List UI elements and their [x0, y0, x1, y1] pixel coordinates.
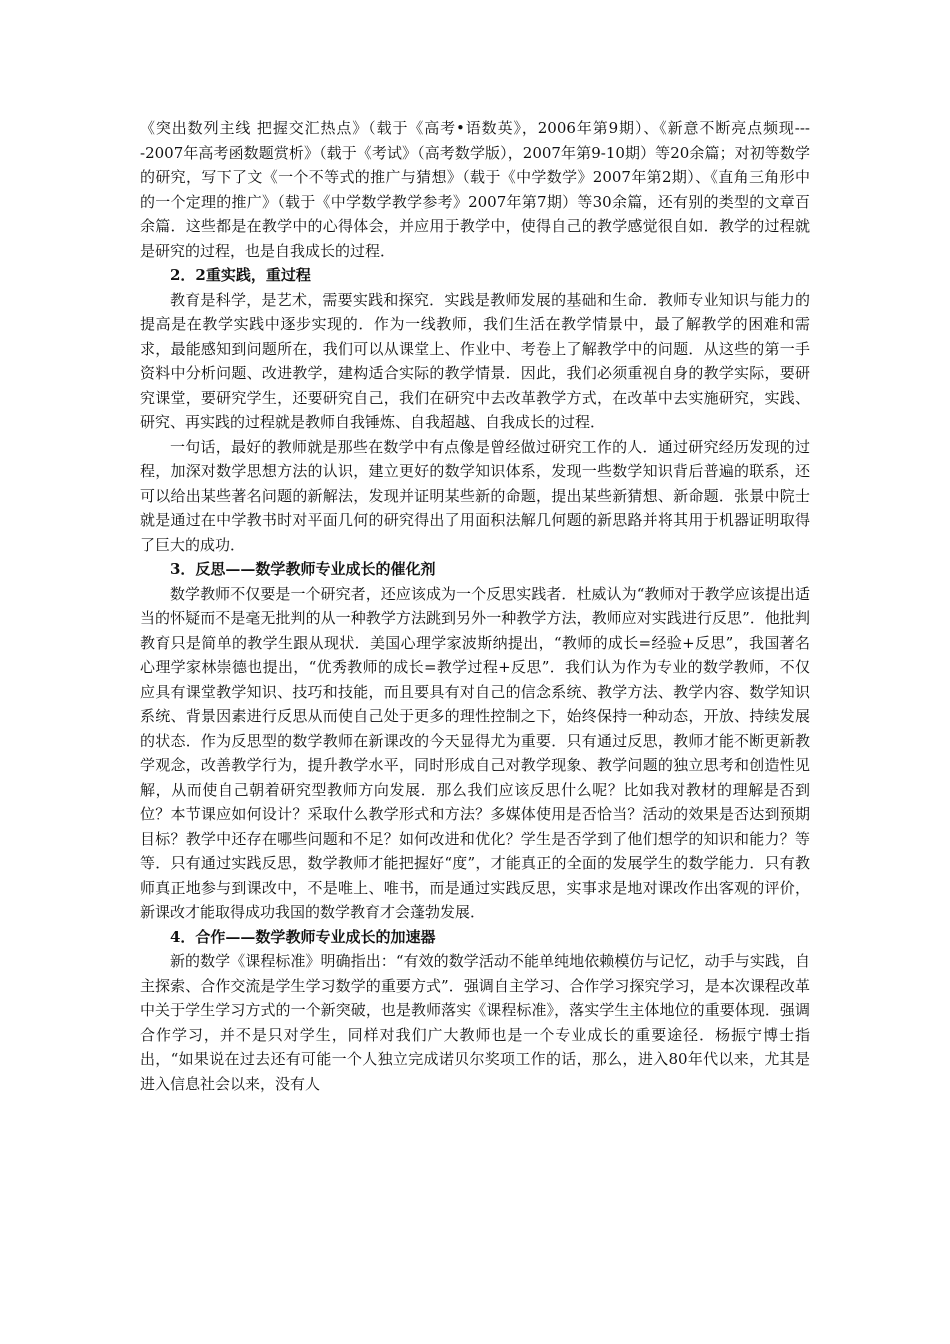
paragraph-cooperation: 新的数学《课程标准》明确指出：“有效的数学活动不能单纯地依赖模仿与记忆，动手与实践，自主探索、合作交流是学生学习数学的重要方式”．强调自主学习、合作学习探究学习，是本次课程改革中关于学生学习方式的一个新突破，也是教师落实《课程标准》，落实学生主体地位的重要体现．强调合作学习，并不是只对学生，同样对我们广大教师也是一个专业成长的重要途径．杨振宁博士指出，“如果说在过去还有可能一个人独立完成诺贝尔奖项工作的话，那么，进入80年代以来，尤其是进入信息社会以来，没有人 — [140, 952, 810, 1093]
paragraph-publications: 《突出数列主线 把握交汇热点》（载于《高考•语数英》，2006年第9期）、《新意不断亮点频现----2007年高考函数题赏析》（载于《考试》（高考数学版），2007年第9-10期）等20余篇；对初等数学的研究，写下了文《一个不等式的推广与猜想》（载于《中学数学》2007年第2期）、《直角三角形中的一个定理的推广》（载于《中学数学教学参考》2007年第7期）等30余篇，还有别的类型的文章百余篇．这些都是在教学中的心得体会，并应用于教学中，使得自己的教学感觉很自如．教学的过程就是研究的过程，也是自我成长的过程． — [140, 119, 810, 260]
paragraph-best-teacher: 一句话，最好的教师就是那些在数学中有点像是曾经做过研究工作的人．通过研究经历发现的过程，加深对数学思想方法的认识，建立更好的数学知识体系，发现一些数学知识背后普遍的联系，还可以给出某些著名问题的新解法，发现并证明某些新的命题，提出某些新猜想、新命题．张景中院士就是通过在中学教书时对平面几何的研究得出了用面积法解几何题的新思路并将其用于机器证明取得了巨大的成功． — [140, 437, 810, 554]
paragraph-practice: 教育是科学，是艺术，需要实践和探究．实践是教师发展的基础和生命．教师专业知识与能力的提高是在教学实践中逐步实现的．作为一线教师，我们生活在教学情景中，最了解教学的困难和需求，最能感知到问题所在，我们可以从课堂上、作业中、考卷上了解教学中的问题．从这些的第一手资料中分析问题、改进教学，建构适合实际的教学情景．因此，我们必须重视自身的教学实际，要研究课堂，要研究学生，还要研究自己，我们在研究中去改革教学方式，在改革中去实施研究，实践、研究、再实践的过程就是教师自我锤炼、自我超越、自我成长的过程． — [140, 290, 810, 431]
section-heading-4: 4．合作——数学教师专业成长的加速器 — [170, 927, 436, 946]
document-page — [140, 116, 810, 1096]
section-heading-3: 3．反思——数学教师专业成长的催化剂 — [170, 560, 436, 578]
section-heading-2-2: 2．2重实践，重过程 — [170, 266, 311, 284]
paragraph-reflection: 数学教师不仅要是一个研究者，还应该成为一个反思实践者．杜威认为“教师对于教学应该提出适当的怀疑而不是毫无批判的从一种教学方法跳到另外一种教学方法，教师应对实践进行反思”．他批判教育只是简单的教学生跟从现状．美国心理学家波斯纳提出，“教师的成长=经验+反思”，我国著名心理学家林崇德也提出，“优秀教师的成长=教学过程+反思”．我们认为作为专业的数学教师，不仅应具有课堂教学知识、技巧和技能，而且要具有对自己的信念系统、教学方法、教学内容、数学知识系统、背景因素进行反思从而使自己处于更多的理性控制之下，始终保持一种动态，开放、持续发展的状态．作为反思型的数学教师在新课改的今天显得尤为重要．只有通过反思，教师才能不断更新教学观念，改善教学行为，提升教学水平，同时形成自己对教学现象、教学问题的独立思考和创造性见解，从而使自己朝着研究型教师方向发展．那么我们应该反思什么呢？比如我对教材的理解是否到位？本节课应如何设计？采取什么教学形式和方法？多媒体使用是否恰当？活动的效果是否达到预期目标？教学中还存在哪些问题和不足？如何改进和优化？学生是否学到了他们想学的知识和能力？等等．只有通过实践反思，数学教师才能把握好“度”，才能真正的全面的发展学生的数学能力．只有教师真正地参与到课改中，不是唯上、唯书，而是通过实践反思，实事求是地对课改作出客观的评价，新课改才能取得成功我国的数学教育才会蓬勃发展． — [140, 584, 810, 921]
